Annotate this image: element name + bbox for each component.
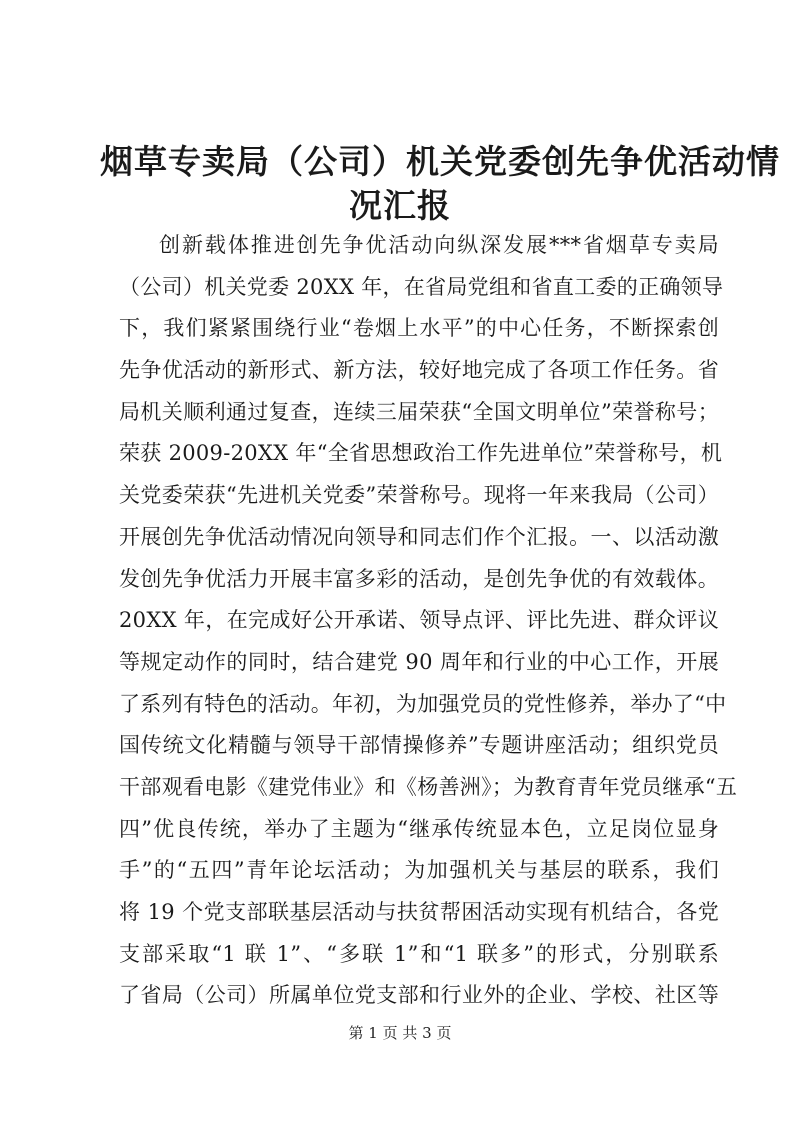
body-line: 20XX 年，在完成好公开承诺、领导点评、评比先进、群众评议 [119, 608, 719, 633]
body-line: 干部观看电影《建党伟业》和《杨善洲》；为教育青年党员继承“五 [119, 774, 738, 799]
body-line: 国传统文化精髓与领导干部情操修养”专题讲座活动；组织党员 [119, 733, 719, 758]
document-body [119, 225, 738, 1017]
body-line: 开展创先争优活动情况向领导和同志们作个汇报。一、以活动激 [119, 524, 719, 549]
body-line: 了系列有特色的活动。年初，为加强党员的党性修养，举办了“中 [119, 691, 727, 716]
body-line: 手”的“五四”青年论坛活动；为加强机关与基层的联系，我们 [119, 858, 719, 883]
body-line: 了省局（公司）所属单位党支部和行业外的企业、学校、社区等 [119, 983, 719, 1008]
body-line: 四”优良传统，举办了主题为“继承传统显本色，立足岗位显身 [119, 816, 719, 841]
document-title-line-2: 况汇报 [349, 186, 451, 225]
body-line: 将 19 个党支部联基层活动与扶贫帮困活动实现有机结合，各党 [119, 900, 719, 924]
body-line: 等规定动作的同时，结合建党 90 周年和行业的中心工作，开展 [119, 649, 719, 674]
page-footer: 第 1 页 共 3 页 [348, 1024, 452, 1042]
body-line: 创新载体推进创先争优活动向纵深发展***省烟草专卖局 [159, 233, 719, 257]
body-line: 荣获 2009-20XX 年“全省思想政治工作先进单位”荣誉称号，机 [119, 441, 723, 466]
body-line: 发创先争优活力开展丰富多彩的活动，是创先争优的有效载体。 [119, 566, 719, 591]
body-line: （公司）机关党委 20XX 年，在省局党组和省直工委的正确领导 [119, 274, 724, 299]
body-line: 关党委荣获“先进机关党委”荣誉称号。现将一年来我局（公司） [119, 483, 719, 508]
body-line: 先争优活动的新形式、新方法，较好地完成了各项工作任务。省 [119, 358, 719, 383]
body-line: 支部采取“1 联 1”、“多联 1”和“1 联多”的形式，分别联系 [119, 941, 719, 966]
document-title-line-1: 烟草专卖局（公司）机关党委创先争优活动情 [100, 142, 780, 181]
body-line: 局机关顺利通过复查，连续三届荣获“全国文明单位”荣誉称号； [119, 399, 719, 424]
body-line: 下，我们紧紧围绕行业“卷烟上水平”的中心任务，不断探索创 [119, 316, 719, 341]
